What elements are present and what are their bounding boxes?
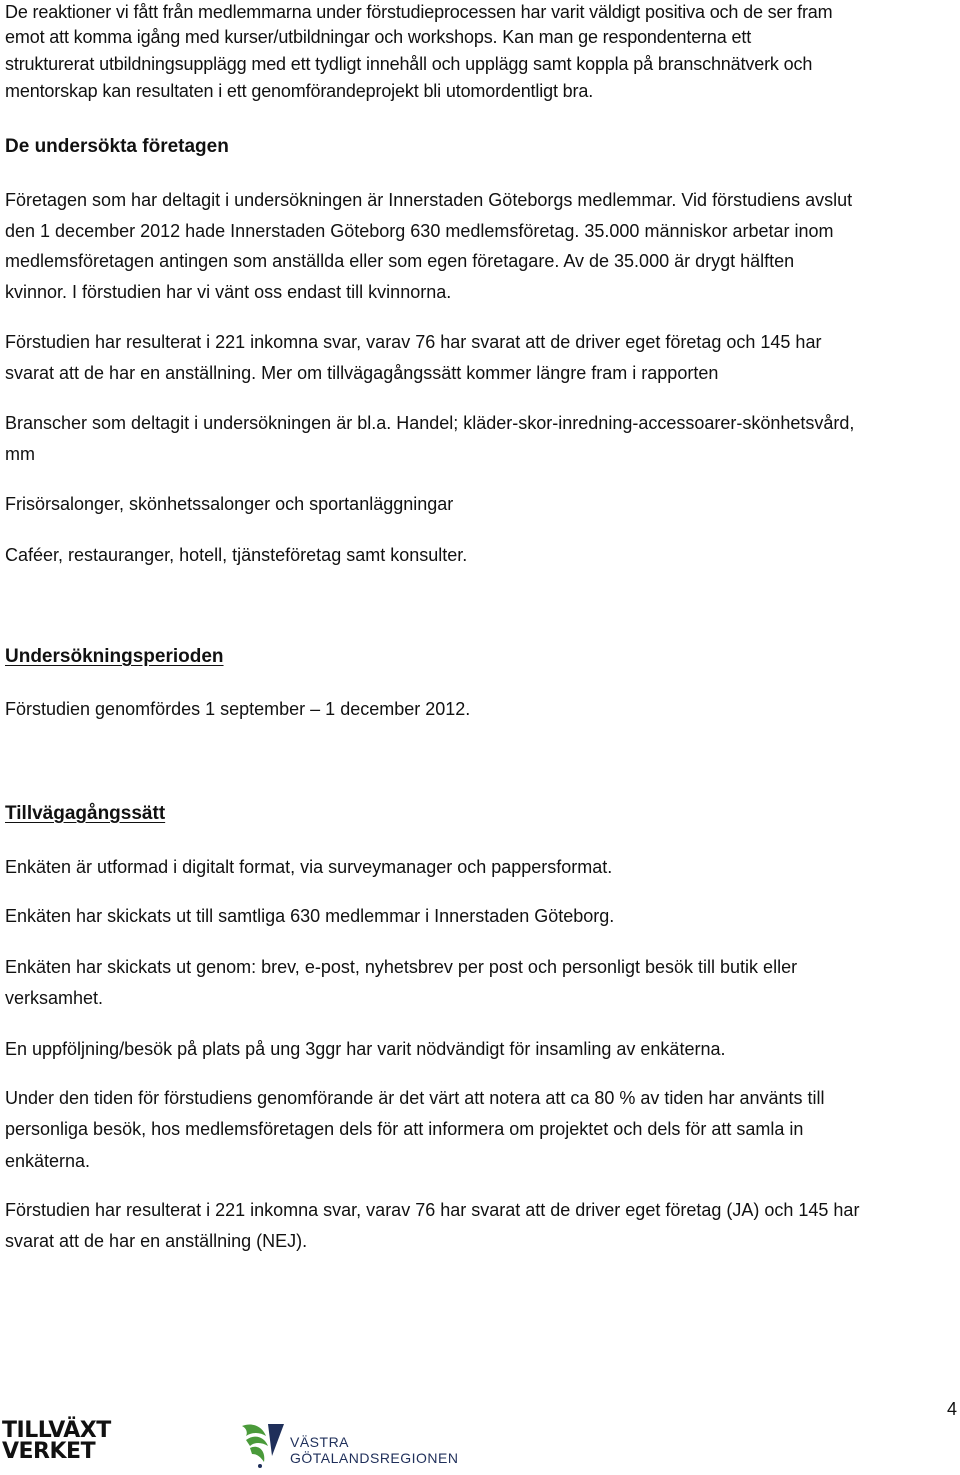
paragraph-line: Frisörsalonger, skönhetssalonger och sportanläggningar [5, 494, 454, 514]
logo-text-line1: VÄSTRA [290, 1434, 350, 1450]
intro-line: De reaktioner vi fått från medlemmarna under förstudieprocessen har varit väldigt positiva och de ser fram [5, 2, 833, 22]
region-emblem-icon [238, 1420, 288, 1470]
paragraph-line: Enkäten har skickats ut genom: brev, e-post, nyhetsbrev per post och personligt besök till butik eller [5, 957, 798, 977]
paragraph-line: Förstudien har resulterat i 221 inkomna svar, varav 76 har svarat att de driver eget företag (JA) och 145 har [5, 1200, 860, 1220]
paragraph-line: kvinnor. I förstudien har vi vänt oss endast till kvinnorna. [5, 282, 452, 302]
paragraph-line: Under den tiden för förstudiens genomförande är det värt att notera att ca 80 % av tiden har använts till [5, 1088, 825, 1108]
paragraph-line: mm [5, 444, 35, 464]
logo-text-line2: VERKET [2, 1439, 96, 1464]
tillvaxtverket-logo [2, 1420, 112, 1466]
section-heading-period: Undersökningsperioden [5, 646, 224, 667]
paragraph-line: Caféer, restauranger, hotell, tjänsteföretag samt konsulter. [5, 545, 468, 565]
paragraph-line: medlemsföretagen antingen som anställda eller som egen företagare. Av de 35.000 är drygt hälften [5, 251, 795, 271]
vastra-gotalandsregionen-logo [238, 1420, 468, 1470]
paragraph-line: enkäterna. [5, 1151, 91, 1171]
paragraph-line: En uppföljning/besök på plats på ung 3ggr har varit nödvändigt för insamling av enkäterna. [5, 1039, 726, 1059]
intro-line: emot att komma igång med kurser/utbildningar och workshops. Kan man ge respondenterna ett [5, 27, 752, 47]
paragraph-line: Enkäten är utformad i digitalt format, via surveymanager och pappersformat. [5, 857, 613, 877]
paragraph-line: Förstudien genomfördes 1 september – 1 december 2012. [5, 699, 471, 719]
paragraph-line: Företagen som har deltagit i undersökningen är Innerstaden Göteborgs medlemmar. Vid förstudiens avslut [5, 190, 853, 210]
section-heading-method: Tillvägagångssätt [5, 803, 166, 824]
paragraph-line: svarat att de har en anställning. Mer om tillvägagångssätt kommer längre fram i rapporten [5, 363, 719, 383]
paragraph-line: svarat att de har en anställning (NEJ). [5, 1231, 308, 1251]
intro-line: mentorskap kan resultaten i ett genomförandeprojekt bli utomordentligt bra. [5, 81, 594, 101]
paragraph-line: Branscher som deltagit i undersökningen är bl.a. Handel; kläder-skor-inredning-accessoarer-skönhetsvård, [5, 413, 855, 433]
section-heading-companies: De undersökta företagen [5, 136, 229, 157]
paragraph-line: personliga besök, hos medlemsföretagen dels för att informera om projektet och dels för att samla in [5, 1119, 804, 1139]
paragraph-line: Förstudien har resulterat i 221 inkomna svar, varav 76 har svarat att de driver eget företag och 145 har [5, 332, 822, 352]
logo-text-line1: TILLVÄXT [2, 1418, 111, 1443]
page-number: 4 [947, 1399, 958, 1419]
intro-line: strukturerat utbildningsupplägg med ett tydligt innehåll och upplägg samt koppla på branschnätverk och [5, 54, 813, 74]
logo-text-line2: GÖTALANDSREGIONEN [290, 1450, 459, 1466]
paragraph-line: den 1 december 2012 hade Innerstaden Göteborg 630 medlemsföretag. 35.000 människor arbetar inom [5, 221, 834, 241]
paragraph-line: Enkäten har skickats ut till samtliga 630 medlemmar i Innerstaden Göteborg. [5, 906, 615, 926]
paragraph-line: verksamhet. [5, 988, 104, 1008]
